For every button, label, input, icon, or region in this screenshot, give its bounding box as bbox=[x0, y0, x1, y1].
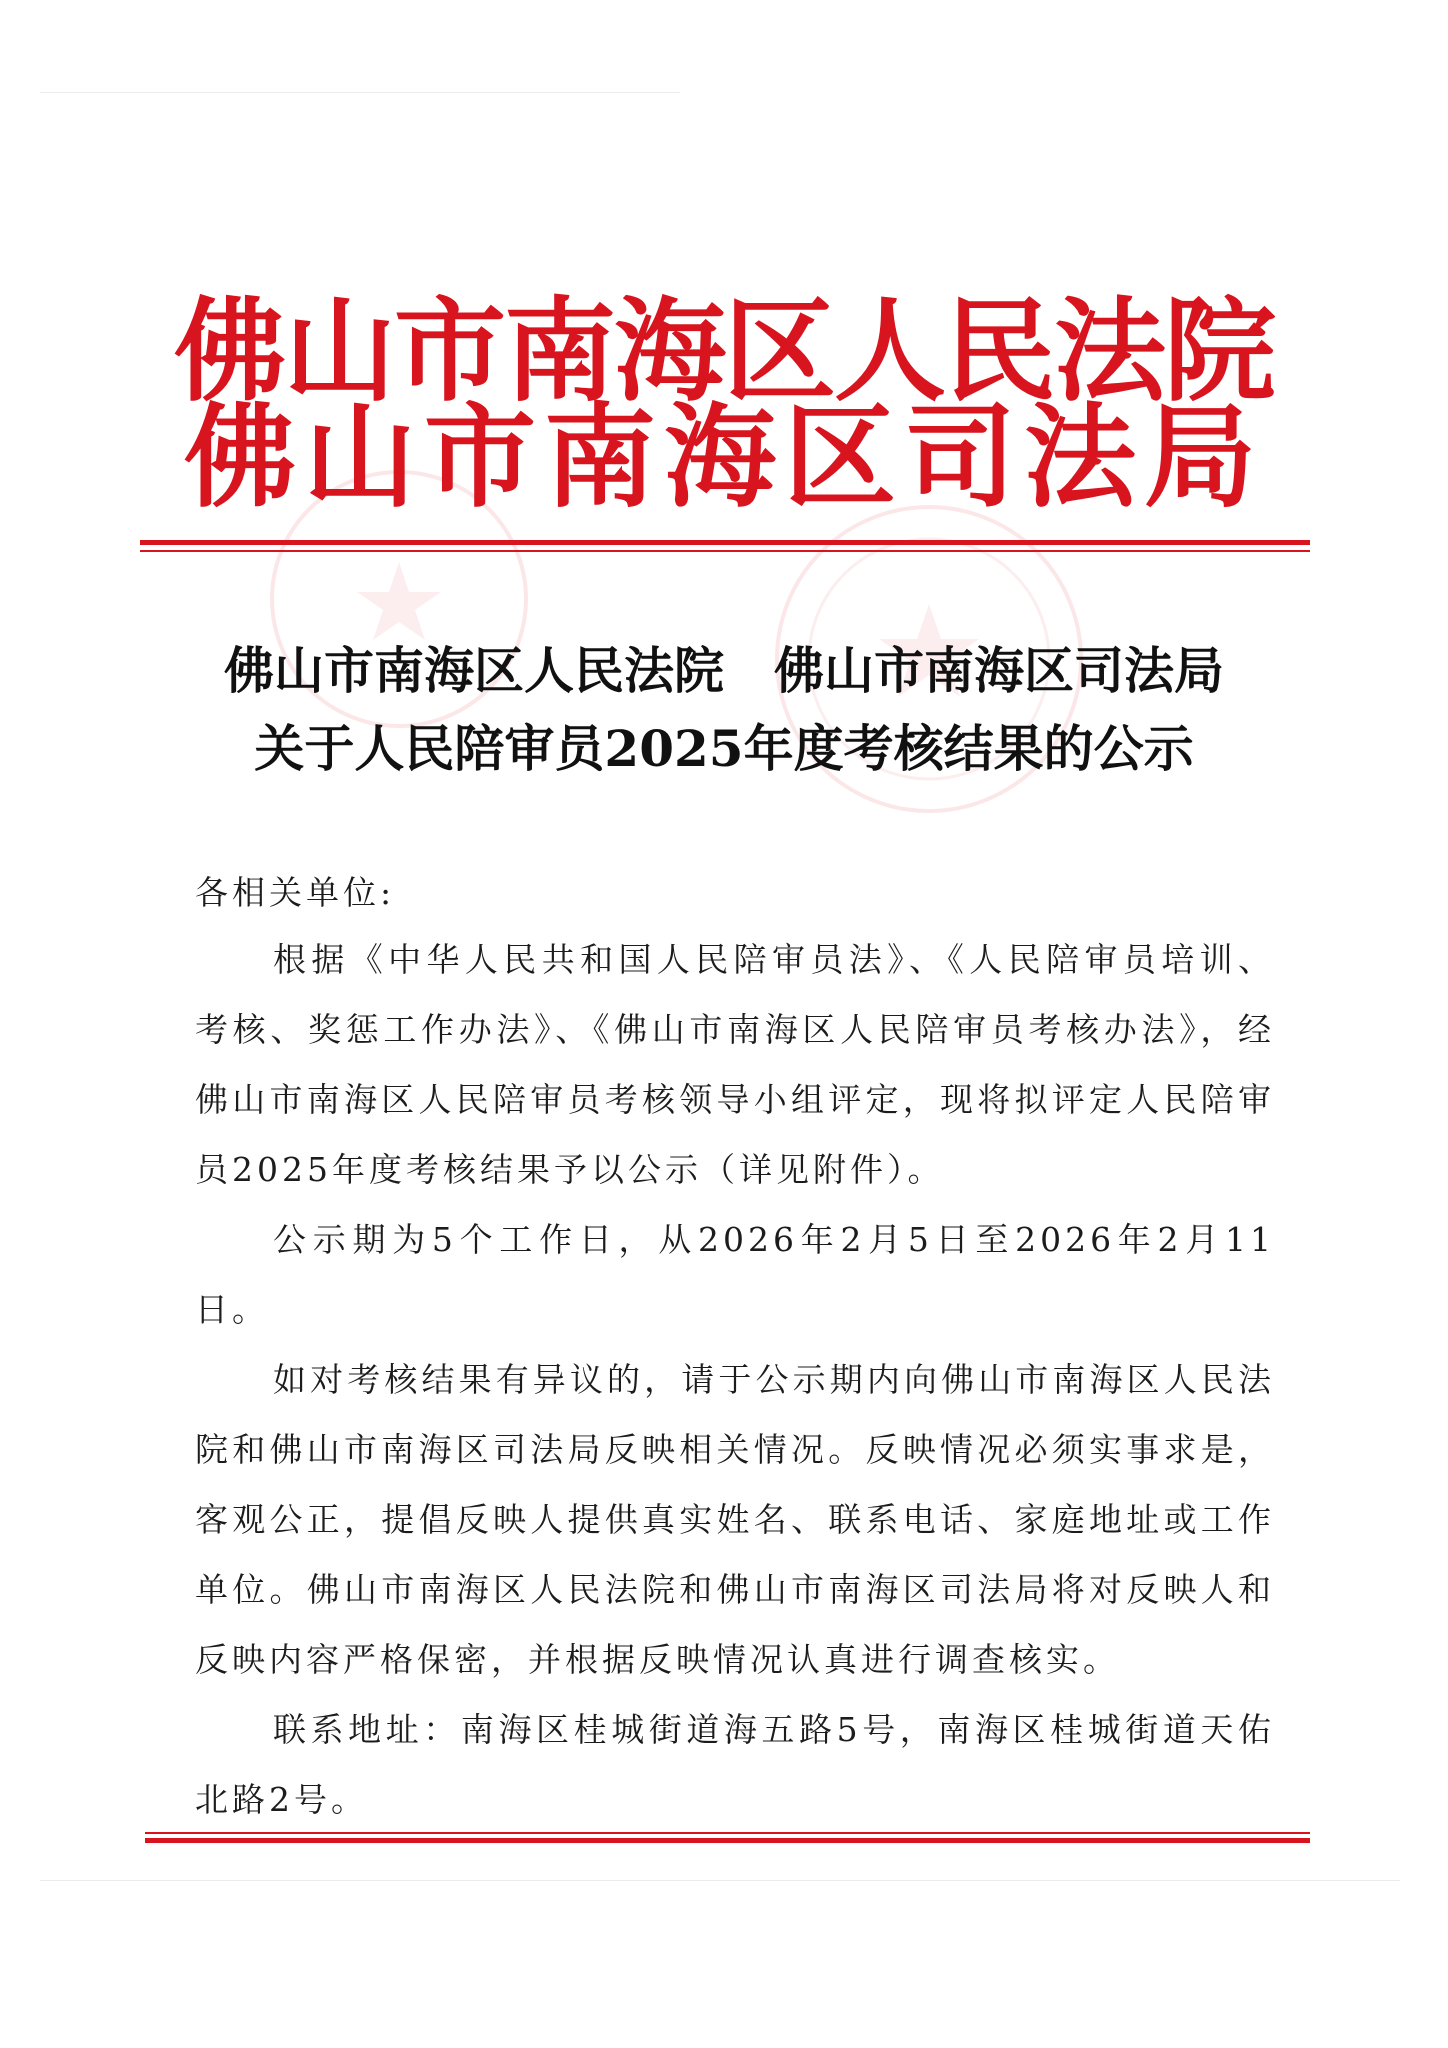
body-paragraph-objection: 如对考核结果有异议的，请于公示期内向佛山市南海区人民法院和佛山市南海区司法局反映相关情况。反映情况必须实事求是，客观公正，提倡反映人提供真实姓名、联系电话、家庭地址或工作单位。佛山市南海区人民法院和佛山市南海区司法局将对反映人和反映内容严格保密，并根据反映情况认真进行调查核实。 bbox=[195, 1360, 1275, 1679]
scan-mark bbox=[40, 1880, 1400, 1881]
footer-red-rule-thick bbox=[145, 1838, 1310, 1843]
letterhead-bureau-name: 佛山市南海区司法局 bbox=[184, 392, 1264, 523]
letterhead-red-rule-thick bbox=[140, 540, 1310, 545]
body-paragraph-address: 联系地址：南海区桂城街道海五路5号，南海区桂城街道天佑北路2号。 bbox=[195, 1710, 1275, 1819]
salutation: 各相关单位: bbox=[195, 873, 396, 912]
letterhead-court-name: 佛山市南海区人民法院 bbox=[174, 286, 1274, 417]
footer-red-rule-thin bbox=[145, 1832, 1310, 1834]
letterhead-red-rule-thin bbox=[140, 550, 1310, 552]
body-paragraph-basis: 根据《中华人民共和国人民陪审员法》、《人民陪审员培训、考核、奖惩工作办法》、《佛山市南海区人民陪审员考核办法》，经佛山市南海区人民陪审员考核领导小组评定，现将拟评定人民陪审员2025年度考核结果予以公示（详见附件）。 bbox=[195, 940, 1275, 1189]
document-title-subject: 关于人民陪审员2025年度考核结果的公示 bbox=[254, 719, 1194, 778]
scan-mark bbox=[40, 92, 680, 93]
document-title-issuers: 佛山市南海区人民法院 佛山市南海区司法局 bbox=[224, 641, 1224, 700]
body-paragraph-period: 公示期为5个工作日，从2026年2月5日至2026年2月11日。 bbox=[195, 1220, 1275, 1329]
